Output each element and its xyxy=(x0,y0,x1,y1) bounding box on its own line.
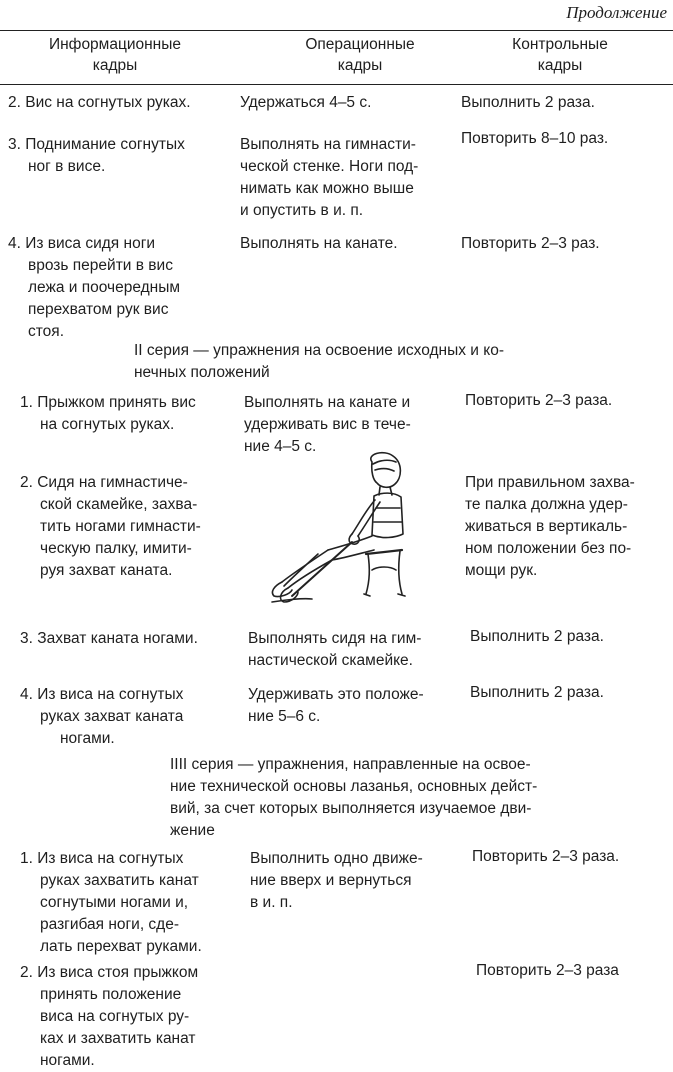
text-line: ние 4–5 с. xyxy=(244,438,317,455)
header-ctrl-line-1: Контрольные xyxy=(512,36,608,53)
text-line: Выполнять на канате и xyxy=(244,394,411,411)
text-line: ках и захватить канат xyxy=(40,1030,196,1047)
s3-row-2-info xyxy=(22,962,232,1072)
text-line: ческую палку, имити- xyxy=(40,540,192,557)
text-line: перехватом рук вис xyxy=(28,301,169,318)
seated-pole-grip-illustration xyxy=(262,450,410,608)
s2-row-4-ctrl xyxy=(470,682,673,704)
text-line: тить ногами гимнасти- xyxy=(40,518,201,535)
text-line: ние вверх и вернуться xyxy=(250,872,412,889)
text-line: руках захват каната xyxy=(40,708,184,725)
s2-row-2-info xyxy=(22,472,232,582)
text-line: ние технической основы лазанья, основных дейст- xyxy=(170,778,538,795)
text-line: 2. Вис на согнутых руках. xyxy=(8,94,191,111)
text-line: Удержаться 4–5 с. xyxy=(240,94,372,111)
text-line: Повторить 2–3 раза. xyxy=(472,848,620,865)
text-line: Повторить 2–3 раз. xyxy=(461,235,600,252)
s3-row-1-info xyxy=(22,848,232,958)
s2-row-3-ctrl xyxy=(470,626,673,648)
s3-row-1-op xyxy=(250,848,462,914)
continuation-label: Продолжение xyxy=(566,3,667,22)
text-line: руя захват каната. xyxy=(40,562,173,579)
s2-row-3-info xyxy=(22,628,232,650)
row-3-info xyxy=(10,134,220,178)
text-line: на согнутых руках. xyxy=(40,416,175,433)
text-line: мощи рук. xyxy=(465,562,538,579)
text-line: настической скамейке. xyxy=(248,652,413,669)
text-line: Выполнять на гимнасти- xyxy=(240,136,416,153)
text-line: лать перехват руками. xyxy=(40,938,202,955)
text-line: ческой стенке. Ноги под- xyxy=(240,158,419,175)
s2-row-4-info xyxy=(22,684,232,750)
text-line: руках захватить канат xyxy=(40,872,199,889)
s3-row-2-ctrl xyxy=(476,960,673,982)
table-top-rule xyxy=(0,30,673,31)
row-2-op xyxy=(240,92,452,114)
text-line: живаться в вертикаль- xyxy=(465,518,628,535)
row-4-op xyxy=(240,233,452,255)
row-3-ctrl xyxy=(461,128,669,150)
text-line: ской скамейке, захва- xyxy=(40,496,198,513)
text-line: 2. Из виса стоя прыжком xyxy=(20,964,199,981)
s2-row-4-op xyxy=(248,684,460,728)
text-line: 2. Сидя на гимнастиче- xyxy=(20,474,188,491)
text-line: Выполнить 2 раза. xyxy=(470,628,604,645)
header-info-line-2: кадры xyxy=(92,57,138,74)
s2-row-1-info xyxy=(22,392,232,436)
row-2-ctrl xyxy=(461,92,669,114)
series-3-heading xyxy=(170,754,600,842)
text-line: 1. Из виса на согнутых xyxy=(20,850,184,867)
header-bottom-rule xyxy=(0,84,673,85)
text-line: Повторить 2–3 раза. xyxy=(465,392,613,409)
text-line: При правильном захва- xyxy=(465,474,635,491)
text-line: 3. Поднимание согнутых xyxy=(8,136,185,153)
text-line: 4. Из виса сидя ноги xyxy=(8,235,156,252)
text-line: Выполнить 2 раза. xyxy=(461,94,595,111)
row-4-ctrl xyxy=(461,233,669,255)
header-control-frames xyxy=(450,34,670,76)
text-line: лежа и поочередным xyxy=(28,279,181,296)
header-operational-frames xyxy=(240,34,480,76)
header-op-line-1: Операционные xyxy=(305,36,415,53)
text-line: Повторить 2–3 раза xyxy=(476,962,619,979)
text-line: удерживать вис в тече- xyxy=(244,416,411,433)
text-line: II серия — упражнения на освоение исходных и ко- xyxy=(134,342,504,359)
text-line: стоя. xyxy=(28,323,64,340)
text-line: и опустить в и. п. xyxy=(240,202,364,219)
s2-row-3-op xyxy=(248,628,460,672)
text-line: Выполнять сидя на гим- xyxy=(248,630,422,647)
s2-row-2-ctrl xyxy=(465,472,671,582)
s2-row-1-op xyxy=(244,392,456,458)
text-line: Повторить 8–10 раз. xyxy=(461,130,609,147)
row-2-info xyxy=(10,92,220,114)
header-op-line-2: кадры xyxy=(337,57,383,74)
text-line: 1. Прыжком принять вис xyxy=(20,394,196,411)
text-line: 4. Из виса на согнутых xyxy=(20,686,184,703)
s2-row-1-ctrl xyxy=(465,390,673,412)
text-line: принять положение xyxy=(40,986,182,1003)
text-line: ног в висе. xyxy=(28,158,106,175)
text-line: Выполнить 2 раза. xyxy=(470,684,604,701)
text-line: IIII серия — упражнения, направленные на освое- xyxy=(170,756,531,773)
header-ctrl-line-2: кадры xyxy=(537,57,583,74)
text-line: 3. Захват каната ногами. xyxy=(20,630,198,647)
header-info-line-1: Информационные xyxy=(48,36,181,53)
text-line: ногами. xyxy=(60,730,115,747)
text-line: те палка должна удер- xyxy=(465,496,628,513)
text-line: Выполнить одно движе- xyxy=(250,850,423,867)
row-3-op xyxy=(240,134,452,222)
text-line: ном положении без по- xyxy=(465,540,632,557)
text-line: нечных положений xyxy=(134,364,270,381)
header-info-frames xyxy=(0,34,230,76)
text-line: нимать как можно выше xyxy=(240,180,414,197)
row-4-info xyxy=(10,233,220,343)
text-line: разгибая ноги, сде- xyxy=(40,916,180,933)
text-line: согнутыми ногами и, xyxy=(40,894,189,911)
text-line: врозь перейти в вис xyxy=(28,257,173,274)
text-line: вий, за счет которых выполняется изучаемое дви- xyxy=(170,800,532,817)
text-line: Удерживать это положе- xyxy=(248,686,424,703)
text-line: в и. п. xyxy=(250,894,293,911)
text-line: ние 5–6 с. xyxy=(248,708,321,725)
text-line: виса на согнутых ру- xyxy=(40,1008,190,1025)
text-line: ногами. xyxy=(40,1052,95,1069)
text-line: жение xyxy=(170,822,215,839)
s3-row-1-ctrl xyxy=(472,846,673,868)
series-2-heading xyxy=(134,340,574,384)
text-line: Выполнять на канате. xyxy=(240,235,398,252)
